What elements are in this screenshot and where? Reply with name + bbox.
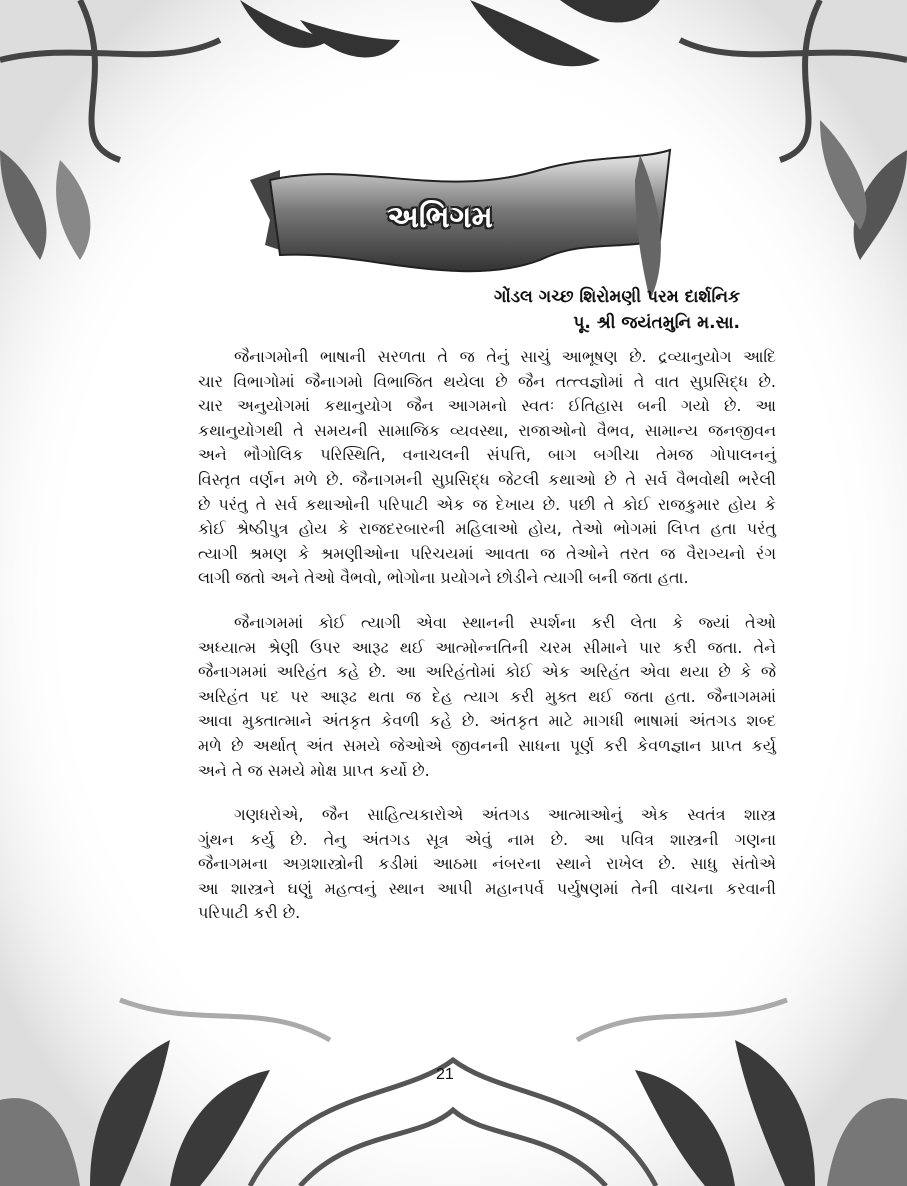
- text-line: કોઈ શ્રેષ્ઠીપુત્ર હોય કે રાજદરબારની મહિલાઓ હોય, તેઓ ભોગમાં લિપ્ત હતા પરંતુ: [198, 519, 776, 539]
- author-line-2: પૂ. શ્રી જયંતમુનિ મ.સા.: [573, 313, 740, 333]
- text-line: ચાર વિભાગોમાં જૈનાગમો વિભાજિત થયેલા છે જૈન તત્ત્વજ્ઞોમાં તે વાત સુપ્રસિદ્ધ છે.: [198, 371, 776, 391]
- body-text: [198, 345, 776, 946]
- text-line: અને તે જ સમયે મોક્ષ પ્રાપ્ત કર્યો છે.: [198, 760, 430, 780]
- page-title: અભિગમ: [387, 200, 493, 235]
- text-line: પરિપાટી કરી છે.: [198, 903, 301, 923]
- text-line: ગણધરોએ, જૈન સાહિત્યકારોએ અંતગડ આત્માઓનું એક સ્વતંત્ર શાસ્ત્ર: [234, 805, 776, 825]
- text-line: ત્યાગી શ્રમણ કે શ્રમણીઓના પરિચયમાં આવતા જ તેઓને તરત જ વૈરાગ્યનો રંગ: [198, 543, 776, 563]
- text-line: જૈનાગમમાં અરિહંત કહે છે. આ અરિહંતોમાં કોઈ એક અરિહંત એવા થયા છે કે જે: [198, 662, 776, 682]
- page-number: 21: [436, 1066, 454, 1083]
- paragraph-2: [198, 611, 776, 783]
- text-line: ગુંથન કર્યુ છે. તેનુ અંતગડ સૂત્ર એવું નામ છે. આ પવિત્ર શાસ્ત્રની ગણના: [198, 829, 776, 849]
- text-line: વિસ્તૃત વર્ણન મળે છે. જૈનાગમની સુપ્રસિદ્ધ જેટલી કથાઓ છે તે સર્વ વૈભવોથી ભરેલી: [198, 469, 776, 489]
- author-line-1: ગોંડલ ગચ્છ શિરોમણી પરમ દાર્શનિક: [494, 287, 740, 307]
- text-line: અધ્યાત્મ શ્રેણી ઉપર આરૂઢ થઈ આત્મોન્નતિની ચરમ સીમાને પાર કરી જતા. તેને: [198, 637, 776, 657]
- text-line: મળે છે અર્થાત્ અંત સમયે જેઓએ જીવનની સાધના પૂર્ણ કરી કેવળજ્ઞાન પ્રાપ્ત કર્યુ: [198, 735, 776, 755]
- text-line: અરિહંત પદ પર આરૂઢ થતા જ દેહ ત્યાગ કરી મુક્ત થઈ જતા હતા. જૈનાગમમાં: [198, 686, 776, 706]
- text-line: જૈનાગમમાં કોઈ ત્યાગી એવા સ્થાનની સ્પર્શના કરી લેતા કે જ્યાં તેઓ: [234, 612, 776, 632]
- paragraph-1: [198, 345, 776, 591]
- text-line: ચાર અનુયોગમાં કથાનુયોગ જૈન આગમનો સ્વતઃ ઈતિહાસ બની ગયો છે. આ: [198, 396, 776, 416]
- text-line: લાગી જતો અને તેઓ વૈભવો, ભોગોના પ્રયોગને છોડીને ત્યાગી બની જતા હતા.: [198, 568, 689, 588]
- text-line: જૈનાગમના અગ્રશાસ્ત્રોની કડીમાં આઠમા નંબરના સ્થાને રાખેલ છે. સાધુ સંતોએ: [198, 854, 776, 874]
- text-line: છે પરંતુ તે સર્વ કથાઓની પરિપાટી એક જ દેખાય છે. પછી તે કોઈ રાજકુમાર હોય કે: [198, 494, 776, 514]
- text-line: કથાનુયોગથી તે સમયની સામાજિક વ્યવસ્થા, રાજાઓનો વૈભવ, સામાન્ય જનજીવન: [198, 420, 776, 440]
- text-line: અને ભૌગોલિક પરિસ્થિતિ, વનાચલની સંપત્તિ, બાગ બગીચા તેમજ ગોપાલનનું: [198, 445, 776, 465]
- text-line: જૈનાગમોની ભાષાની સરળતા તે જ તેનું સાચું આભૂષણ છે. દ્રવ્યાનુયોગ આદિ: [234, 347, 776, 366]
- paragraph-3: [198, 803, 776, 926]
- text-line: આ શાસ્ત્રને ઘણું મહત્વનું સ્થાન આપી મહાનપર્વ પર્યુષણમાં તેની વાચના કરવાની: [198, 878, 776, 898]
- text-line: આવા મુક્તાત્માને અંતકૃત કેવળી કહે છે. અંતકૃત માટે માગધી ભાષામાં અંતગડ શબ્દ: [198, 711, 776, 731]
